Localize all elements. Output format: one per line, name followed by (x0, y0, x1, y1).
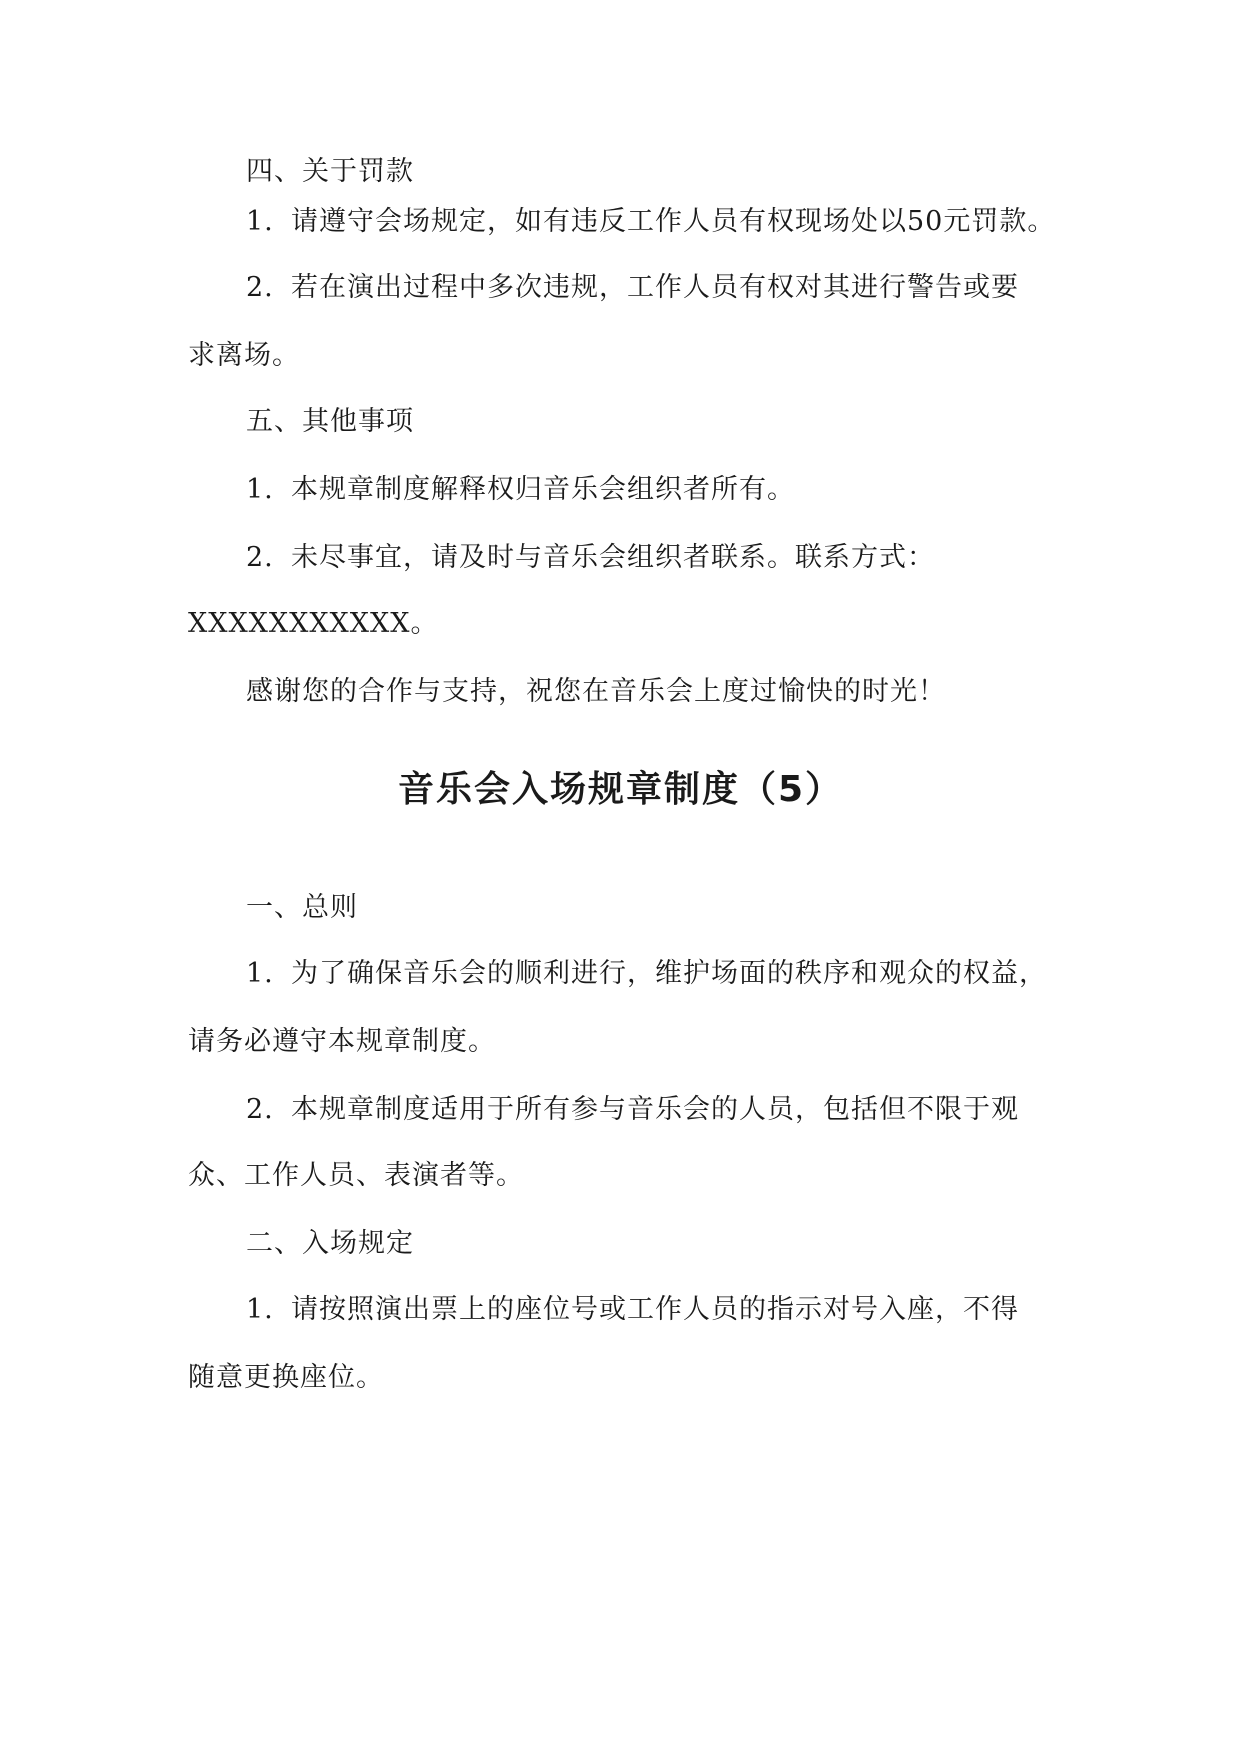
part-2-item-1-continuation: 随意更换座位。 (188, 1362, 384, 1393)
part-2-heading: 二、入场规定 (246, 1228, 414, 1259)
item-text: 未尽事宜，请及时与音乐会组织者联系。联系方式： (291, 542, 935, 573)
part-1-item-1-continuation: 请务必遵守本规章制度。 (188, 1026, 496, 1057)
item-text: 为了确保音乐会的顺利进行，维护场面的秩序和观众的权益， (291, 958, 1047, 989)
item-number: 2. (246, 272, 274, 303)
contact-placeholder: XXXXXXXXXXX。 (188, 608, 439, 639)
item-text: 本规章制度适用于所有参与音乐会的人员，包括但不限于观 (291, 1094, 1019, 1125)
part-1-item-2-continuation: 众、工作人员、表演者等。 (188, 1160, 524, 1191)
part-1-item-2 (246, 1090, 1126, 1130)
section-4-item-1 (246, 202, 1126, 242)
item-number: 2. (246, 542, 274, 573)
item-text: 请按照演出票上的座位号或工作人员的指示对号入座，不得 (291, 1294, 1019, 1325)
section-4-item-2-continuation: 求离场。 (188, 340, 300, 371)
part-1-item-1 (246, 954, 1126, 994)
item-text: 本规章制度解释权归音乐会组织者所有。 (291, 474, 795, 505)
item-text: 请遵守会场规定，如有违反工作人员有权现场处以50元罚款。 (291, 206, 1056, 237)
item-text: 若在演出过程中多次违规，工作人员有权对其进行警告或要 (291, 272, 1019, 303)
item-number: 1. (246, 1294, 274, 1325)
part-1-heading: 一、总则 (246, 892, 358, 923)
section-5-item-1 (246, 470, 1126, 510)
item-number: 1. (246, 206, 274, 237)
section-4-item-2 (246, 268, 1126, 308)
item-number: 2. (246, 1094, 274, 1125)
document-title: 音乐会入场规章制度（5） (397, 769, 844, 810)
section-5-heading: 五、其他事项 (246, 406, 414, 437)
part-2-item-1 (246, 1290, 1126, 1330)
section-5-item-2 (246, 538, 1126, 578)
section-4-heading: 四、关于罚款 (246, 156, 414, 187)
item-number: 1. (246, 958, 274, 989)
item-number: 1. (246, 474, 274, 505)
closing-text: 感谢您的合作与支持，祝您在音乐会上度过愉快的时光！ (246, 676, 946, 707)
